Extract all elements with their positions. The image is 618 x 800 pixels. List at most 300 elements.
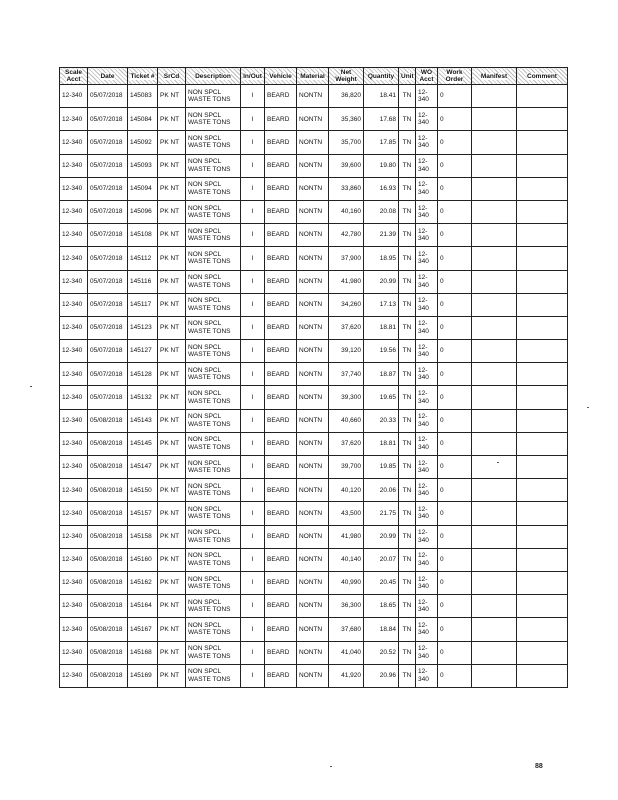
cell-description: NON SPCL WASTE TONS (186, 571, 241, 594)
cell-wo-acct: 12-340 (416, 85, 438, 108)
cell-work-order: 0 (438, 293, 472, 316)
cell-work-order: 0 (438, 479, 472, 502)
cell-scale-acct: 12-340 (60, 409, 88, 432)
cell-comment (517, 154, 568, 177)
cell-unit: TN (399, 432, 416, 455)
cell-date: 05/07/2018 (88, 154, 128, 177)
cell-in-out: I (241, 247, 265, 270)
cell-quantity: 16.93 (364, 177, 399, 200)
cell-description: NON SPCL WASTE TONS (186, 247, 241, 270)
cell-work-order: 0 (438, 200, 472, 223)
cell-scale-acct: 12-340 (60, 154, 88, 177)
cell-material: NONTN (297, 571, 329, 594)
cell-manifest (472, 664, 517, 687)
cell-net-weight: 39,300 (329, 386, 364, 409)
cell-material: NONTN (297, 363, 329, 386)
cell-wo-acct: 12-340 (416, 293, 438, 316)
cell-date: 05/08/2018 (88, 595, 128, 618)
cell-in-out: I (241, 154, 265, 177)
cell-ticket: 145128 (128, 363, 158, 386)
cell-sitecd: PK NT (158, 316, 186, 339)
cell-net-weight: 37,900 (329, 247, 364, 270)
cell-comment (517, 525, 568, 548)
cell-manifest (472, 502, 517, 525)
cell-sitecd: PK NT (158, 270, 186, 293)
cell-date: 05/08/2018 (88, 664, 128, 687)
table-row (60, 131, 568, 154)
cell-ticket: 145164 (128, 595, 158, 618)
cell-description: NON SPCL WASTE TONS (186, 595, 241, 618)
cell-wo-acct: 12-340 (416, 386, 438, 409)
cell-wo-acct: 12-340 (416, 270, 438, 293)
cell-work-order: 0 (438, 502, 472, 525)
cell-sitecd: PK NT (158, 224, 186, 247)
cell-ticket: 145162 (128, 571, 158, 594)
table-row (60, 386, 568, 409)
cell-in-out: I (241, 108, 265, 131)
table-row (60, 200, 568, 223)
cell-net-weight: 36,300 (329, 595, 364, 618)
cell-description: NON SPCL WASTE TONS (186, 432, 241, 455)
cell-description: NON SPCL WASTE TONS (186, 316, 241, 339)
cell-ticket: 145092 (128, 131, 158, 154)
cell-quantity: 19.85 (364, 456, 399, 479)
cell-scale-acct: 12-340 (60, 363, 88, 386)
column-header: Net Weight (329, 68, 364, 85)
cell-in-out: I (241, 386, 265, 409)
cell-manifest (472, 432, 517, 455)
cell-comment (517, 456, 568, 479)
page-mark: 88 (535, 763, 543, 770)
cell-date: 05/08/2018 (88, 641, 128, 664)
cell-description: NON SPCL WASTE TONS (186, 224, 241, 247)
cell-ticket: 145123 (128, 316, 158, 339)
cell-unit: TN (399, 595, 416, 618)
cell-unit: TN (399, 200, 416, 223)
cell-scale-acct: 12-340 (60, 641, 88, 664)
cell-manifest (472, 363, 517, 386)
cell-material: NONTN (297, 131, 329, 154)
cell-scale-acct: 12-340 (60, 177, 88, 200)
cell-in-out: I (241, 525, 265, 548)
cell-material: NONTN (297, 409, 329, 432)
cell-quantity: 18.81 (364, 316, 399, 339)
table-row (60, 432, 568, 455)
cell-vehicle: BEARD (265, 386, 297, 409)
cell-description: NON SPCL WASTE TONS (186, 131, 241, 154)
cell-ticket: 145112 (128, 247, 158, 270)
cell-scale-acct: 12-340 (60, 200, 88, 223)
cell-comment (517, 571, 568, 594)
cell-material: NONTN (297, 432, 329, 455)
cell-description: NON SPCL WASTE TONS (186, 108, 241, 131)
cell-work-order: 0 (438, 247, 472, 270)
cell-description: NON SPCL WASTE TONS (186, 270, 241, 293)
cell-manifest (472, 131, 517, 154)
cell-scale-acct: 12-340 (60, 664, 88, 687)
cell-scale-acct: 12-340 (60, 479, 88, 502)
cell-net-weight: 37,680 (329, 618, 364, 641)
cell-scale-acct: 12-340 (60, 293, 88, 316)
cell-in-out: I (241, 571, 265, 594)
table-row (60, 177, 568, 200)
cell-material: NONTN (297, 293, 329, 316)
cell-wo-acct: 12-340 (416, 456, 438, 479)
cell-in-out: I (241, 131, 265, 154)
cell-wo-acct: 12-340 (416, 432, 438, 455)
cell-quantity: 17.13 (364, 293, 399, 316)
cell-description: NON SPCL WASTE TONS (186, 525, 241, 548)
cell-wo-acct: 12-340 (416, 502, 438, 525)
cell-in-out: I (241, 432, 265, 455)
column-header: Vehicle (265, 68, 297, 85)
cell-quantity: 20.08 (364, 200, 399, 223)
cell-work-order: 0 (438, 340, 472, 363)
scan-speck (330, 766, 332, 767)
cell-material: NONTN (297, 641, 329, 664)
cell-work-order: 0 (438, 363, 472, 386)
cell-unit: TN (399, 131, 416, 154)
cell-comment (517, 85, 568, 108)
cell-date: 05/07/2018 (88, 177, 128, 200)
table-row (60, 363, 568, 386)
cell-material: NONTN (297, 386, 329, 409)
cell-ticket: 145167 (128, 618, 158, 641)
cell-sitecd: PK NT (158, 247, 186, 270)
cell-quantity: 21.39 (364, 224, 399, 247)
cell-work-order: 0 (438, 409, 472, 432)
cell-wo-acct: 12-340 (416, 177, 438, 200)
cell-ticket: 145150 (128, 479, 158, 502)
cell-manifest (472, 595, 517, 618)
cell-in-out: I (241, 340, 265, 363)
cell-manifest (472, 247, 517, 270)
cell-work-order: 0 (438, 270, 472, 293)
cell-manifest (472, 224, 517, 247)
cell-comment (517, 108, 568, 131)
cell-scale-acct: 12-340 (60, 548, 88, 571)
column-header: Work Order (438, 68, 472, 85)
cell-date: 05/07/2018 (88, 247, 128, 270)
cell-scale-acct: 12-340 (60, 270, 88, 293)
cell-manifest (472, 386, 517, 409)
cell-date: 05/07/2018 (88, 131, 128, 154)
cell-vehicle: BEARD (265, 479, 297, 502)
cell-material: NONTN (297, 502, 329, 525)
cell-net-weight: 41,920 (329, 664, 364, 687)
cell-description: NON SPCL WASTE TONS (186, 456, 241, 479)
cell-manifest (472, 571, 517, 594)
cell-material: NONTN (297, 316, 329, 339)
cell-ticket: 145094 (128, 177, 158, 200)
cell-scale-acct: 12-340 (60, 618, 88, 641)
cell-description: NON SPCL WASTE TONS (186, 363, 241, 386)
cell-comment (517, 595, 568, 618)
column-header: Scale Acct (60, 68, 88, 85)
scan-speck (30, 386, 32, 387)
cell-comment (517, 340, 568, 363)
cell-sitecd: PK NT (158, 595, 186, 618)
cell-wo-acct: 12-340 (416, 479, 438, 502)
cell-comment (517, 293, 568, 316)
cell-unit: TN (399, 340, 416, 363)
cell-comment (517, 224, 568, 247)
cell-unit: TN (399, 85, 416, 108)
cell-material: NONTN (297, 664, 329, 687)
cell-wo-acct: 12-340 (416, 641, 438, 664)
cell-unit: TN (399, 641, 416, 664)
cell-scale-acct: 12-340 (60, 432, 88, 455)
cell-scale-acct: 12-340 (60, 595, 88, 618)
cell-quantity: 20.99 (364, 270, 399, 293)
cell-vehicle: BEARD (265, 525, 297, 548)
cell-net-weight: 41,980 (329, 270, 364, 293)
cell-in-out: I (241, 409, 265, 432)
cell-vehicle: BEARD (265, 108, 297, 131)
cell-work-order: 0 (438, 154, 472, 177)
cell-scale-acct: 12-340 (60, 316, 88, 339)
cell-ticket: 145143 (128, 409, 158, 432)
cell-vehicle: BEARD (265, 340, 297, 363)
cell-unit: TN (399, 247, 416, 270)
cell-comment (517, 363, 568, 386)
cell-wo-acct: 12-340 (416, 154, 438, 177)
cell-comment (517, 502, 568, 525)
cell-date: 05/07/2018 (88, 224, 128, 247)
cell-date: 05/08/2018 (88, 502, 128, 525)
cell-work-order: 0 (438, 224, 472, 247)
table-row (60, 456, 568, 479)
table-row (60, 270, 568, 293)
table-row (60, 108, 568, 131)
cell-manifest (472, 316, 517, 339)
cell-sitecd: PK NT (158, 386, 186, 409)
cell-description: NON SPCL WASTE TONS (186, 479, 241, 502)
table-row (60, 247, 568, 270)
cell-in-out: I (241, 456, 265, 479)
cell-vehicle: BEARD (265, 131, 297, 154)
cell-unit: TN (399, 456, 416, 479)
cell-vehicle: BEARD (265, 363, 297, 386)
cell-material: NONTN (297, 340, 329, 363)
cell-quantity: 20.06 (364, 479, 399, 502)
cell-quantity: 20.52 (364, 641, 399, 664)
cell-net-weight: 39,120 (329, 340, 364, 363)
cell-comment (517, 641, 568, 664)
cell-ticket: 145084 (128, 108, 158, 131)
cell-date: 05/07/2018 (88, 270, 128, 293)
cell-wo-acct: 12-340 (416, 108, 438, 131)
table-row (60, 85, 568, 108)
cell-ticket: 145168 (128, 641, 158, 664)
cell-description: NON SPCL WASTE TONS (186, 293, 241, 316)
cell-unit: TN (399, 363, 416, 386)
cell-scale-acct: 12-340 (60, 386, 88, 409)
cell-vehicle: BEARD (265, 200, 297, 223)
cell-date: 05/07/2018 (88, 293, 128, 316)
cell-work-order: 0 (438, 641, 472, 664)
cell-in-out: I (241, 548, 265, 571)
cell-manifest (472, 293, 517, 316)
cell-comment (517, 409, 568, 432)
cell-ticket: 145117 (128, 293, 158, 316)
cell-date: 05/07/2018 (88, 363, 128, 386)
cell-quantity: 18.41 (364, 85, 399, 108)
cell-work-order: 0 (438, 548, 472, 571)
cell-date: 05/08/2018 (88, 479, 128, 502)
cell-quantity: 20.96 (364, 664, 399, 687)
cell-wo-acct: 12-340 (416, 363, 438, 386)
table-row (60, 664, 568, 687)
cell-material: NONTN (297, 270, 329, 293)
cell-vehicle: BEARD (265, 595, 297, 618)
cell-in-out: I (241, 224, 265, 247)
cell-scale-acct: 12-340 (60, 131, 88, 154)
cell-scale-acct: 12-340 (60, 108, 88, 131)
cell-comment (517, 247, 568, 270)
cell-vehicle: BEARD (265, 177, 297, 200)
cell-unit: TN (399, 108, 416, 131)
cell-ticket: 145145 (128, 432, 158, 455)
cell-net-weight: 39,700 (329, 456, 364, 479)
column-header: Comment (517, 68, 568, 85)
cell-comment (517, 131, 568, 154)
cell-work-order: 0 (438, 85, 472, 108)
table-row (60, 502, 568, 525)
cell-date: 05/07/2018 (88, 108, 128, 131)
column-header: Ticket # (128, 68, 158, 85)
cell-vehicle: BEARD (265, 664, 297, 687)
cell-description: NON SPCL WASTE TONS (186, 340, 241, 363)
cell-comment (517, 200, 568, 223)
table-row (60, 409, 568, 432)
cell-quantity: 18.81 (364, 432, 399, 455)
column-header: Manifest (472, 68, 517, 85)
table-row (60, 340, 568, 363)
cell-date: 05/08/2018 (88, 548, 128, 571)
cell-net-weight: 37,740 (329, 363, 364, 386)
column-header: In/Out (241, 68, 265, 85)
cell-comment (517, 386, 568, 409)
cell-manifest (472, 340, 517, 363)
cell-in-out: I (241, 595, 265, 618)
cell-wo-acct: 12-340 (416, 200, 438, 223)
cell-material: NONTN (297, 224, 329, 247)
table-row (60, 618, 568, 641)
cell-vehicle: BEARD (265, 641, 297, 664)
cell-wo-acct: 12-340 (416, 131, 438, 154)
cell-description: NON SPCL WASTE TONS (186, 618, 241, 641)
cell-wo-acct: 12-340 (416, 548, 438, 571)
table-row (60, 154, 568, 177)
cell-comment (517, 177, 568, 200)
cell-unit: TN (399, 270, 416, 293)
cell-description: NON SPCL WASTE TONS (186, 154, 241, 177)
cell-ticket: 145116 (128, 270, 158, 293)
cell-date: 05/07/2018 (88, 340, 128, 363)
cell-material: NONTN (297, 154, 329, 177)
cell-work-order: 0 (438, 525, 472, 548)
cell-scale-acct: 12-340 (60, 247, 88, 270)
cell-in-out: I (241, 641, 265, 664)
cell-sitecd: PK NT (158, 85, 186, 108)
cell-manifest (472, 618, 517, 641)
ledger-body (60, 85, 568, 688)
table-row (60, 316, 568, 339)
cell-ticket: 145157 (128, 502, 158, 525)
cell-ticket: 145127 (128, 340, 158, 363)
cell-comment (517, 664, 568, 687)
column-header: Description (186, 68, 241, 85)
cell-vehicle: BEARD (265, 247, 297, 270)
cell-quantity: 19.80 (364, 154, 399, 177)
cell-net-weight: 42,780 (329, 224, 364, 247)
cell-sitecd: PK NT (158, 409, 186, 432)
cell-scale-acct: 12-340 (60, 525, 88, 548)
cell-date: 05/07/2018 (88, 200, 128, 223)
cell-unit: TN (399, 293, 416, 316)
cell-date: 05/07/2018 (88, 85, 128, 108)
cell-comment (517, 479, 568, 502)
cell-work-order: 0 (438, 316, 472, 339)
cell-ticket: 145169 (128, 664, 158, 687)
scan-speck (587, 407, 589, 408)
cell-wo-acct: 12-340 (416, 340, 438, 363)
cell-vehicle: BEARD (265, 548, 297, 571)
table-row (60, 224, 568, 247)
cell-scale-acct: 12-340 (60, 571, 88, 594)
cell-material: NONTN (297, 177, 329, 200)
cell-date: 05/08/2018 (88, 525, 128, 548)
cell-wo-acct: 12-340 (416, 409, 438, 432)
cell-scale-acct: 12-340 (60, 85, 88, 108)
cell-unit: TN (399, 479, 416, 502)
cell-sitecd: PK NT (158, 108, 186, 131)
cell-vehicle: BEARD (265, 270, 297, 293)
cell-sitecd: PK NT (158, 618, 186, 641)
column-header: Unit (399, 68, 416, 85)
cell-net-weight: 35,700 (329, 131, 364, 154)
cell-vehicle: BEARD (265, 502, 297, 525)
cell-description: NON SPCL WASTE TONS (186, 200, 241, 223)
cell-work-order: 0 (438, 177, 472, 200)
cell-material: NONTN (297, 85, 329, 108)
cell-ticket: 145147 (128, 456, 158, 479)
cell-vehicle: BEARD (265, 456, 297, 479)
cell-vehicle: BEARD (265, 409, 297, 432)
cell-quantity: 20.07 (364, 548, 399, 571)
cell-manifest (472, 200, 517, 223)
scan-speck (497, 462, 499, 463)
cell-wo-acct: 12-340 (416, 571, 438, 594)
cell-ticket: 145160 (128, 548, 158, 571)
cell-net-weight: 40,660 (329, 409, 364, 432)
cell-comment (517, 432, 568, 455)
cell-unit: TN (399, 316, 416, 339)
header-row (60, 68, 568, 85)
cell-quantity: 17.85 (364, 131, 399, 154)
cell-unit: TN (399, 224, 416, 247)
cell-manifest (472, 548, 517, 571)
cell-material: NONTN (297, 108, 329, 131)
cell-manifest (472, 154, 517, 177)
cell-wo-acct: 12-340 (416, 595, 438, 618)
cell-quantity: 19.65 (364, 386, 399, 409)
cell-unit: TN (399, 618, 416, 641)
cell-unit: TN (399, 154, 416, 177)
cell-manifest (472, 108, 517, 131)
cell-wo-acct: 12-340 (416, 618, 438, 641)
